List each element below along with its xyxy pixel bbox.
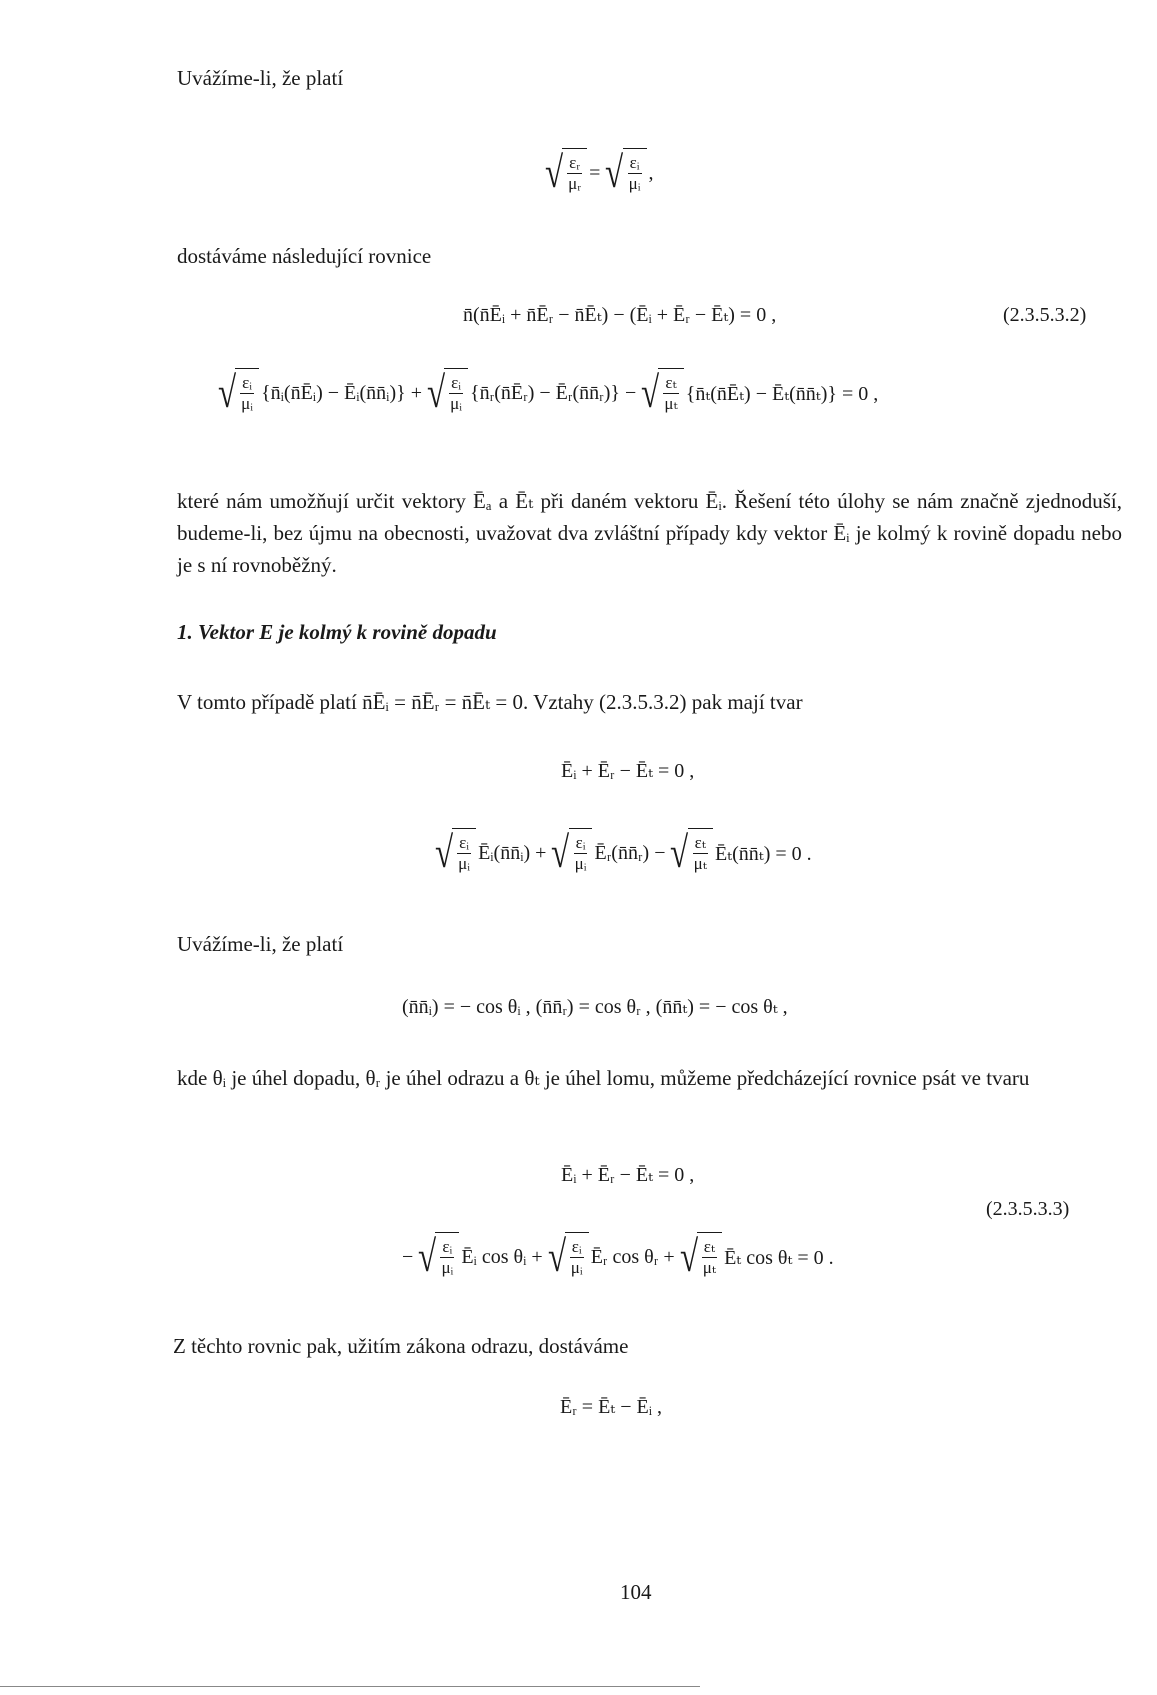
footer-rule: [0, 1686, 700, 1687]
equation-1: √ $\frac{\text{εᵣ}}{\text{μᵣ}}$ = √ $\frac{\text{εᵢ}}{\text{μᵢ}}$ ,: [540, 148, 654, 198]
equation-number-2: (2.3.5.3.2): [1003, 304, 1087, 326]
paragraph-4: V tomto případě platí n̄Ēᵢ = n̄Ēᵣ = n̄Ēₜ = 0. Vztahy (2.3.5.3.2) pak mají tvar: [177, 690, 803, 714]
equation-2a: n̄(n̄Ēᵢ + n̄Ēᵣ − n̄Ēₜ) − (Ēᵢ + Ēᵣ − Ēₜ) = 0 ,: [463, 304, 777, 326]
sqrt-i: √ $\frac{\text{εᵢ}}{\text{μᵢ}}$: [602, 148, 646, 198]
paragraph-3: které nám umožňují určit vektory Ēₐ a Ēₜ při daném vektoru Ēᵢ. Řešení této úlohy se nám značně zjednoduší, budeme-li, bez újmu na obecnosti, uvažovat dva zvláštní případy kdy vektor Ēᵢ je kolmý k rovině dopadu nebo je s ní rovnoběžný.: [177, 489, 1122, 577]
paragraph-1: Uvážíme-li, že platí: [177, 66, 344, 90]
equation-2b: √ $\frac{\text{εᵢ}}{\text{μᵢ}}$ {n̄ᵢ(n̄Ēᵢ) − Ēᵢ(n̄n̄ᵢ)} + √ $\frac{\text{εᵢ}}{\text{μᵢ}}$ {n̄ᵣ(n̄Ēᵣ) − Ēᵣ(n̄n̄ᵣ)} − √ $\frac{\text{εₜ}}{\text{μₜ}}$ {n̄ₜ(n̄Ēₜ) − Ēₜ(n̄n̄ₜ)} = 0 ,: [218, 368, 879, 417]
paragraph-7: Z těchto rovnic pak, užitím zákona odrazu, dostáváme: [173, 1334, 629, 1358]
equation-6: Ēᵢ + Ēᵣ − Ēₜ = 0 ,: [561, 1164, 695, 1186]
paragraph-5: Uvážíme-li, že platí: [177, 932, 344, 956]
equation-5: (n̄n̄ᵢ) = − cos θᵢ , (n̄n̄ᵣ) = cos θᵣ , (n̄n̄ₜ) = − cos θₜ ,: [402, 996, 788, 1018]
paragraph-2: dostáváme následující rovnice: [177, 244, 432, 268]
section-heading-1: 1. Vektor E je kolmý k rovině dopadu: [177, 620, 497, 644]
equation-4: √ $\frac{\text{εᵢ}}{\text{μᵢ}}$ Ēᵢ(n̄n̄ᵢ) + √ $\frac{\text{εᵢ}}{\text{μᵢ}}$ Ēᵣ(n̄n̄ᵣ) − √ $\frac{\text{εₜ}}{\text{μₜ}}$ Ēₜ(n̄n̄ₜ) = 0 .: [435, 828, 812, 877]
equation-number-3: (2.3.5.3.3): [986, 1198, 1070, 1220]
equation-7: − √ $\frac{\text{εᵢ}}{\text{μᵢ}}$ Ēᵢ cos θᵢ + √ $\frac{\text{εᵢ}}{\text{μᵢ}}$ Ēᵣ cos θᵣ + √ $\frac{\text{εₜ}}{\text{μₜ}}$ Ēₜ cos θₜ = 0 .: [402, 1232, 834, 1281]
paragraph-6: kde θᵢ je úhel dopadu, θᵣ je úhel odrazu a θₜ je úhel lomu, můžeme předcházející rovnice psát ve tvaru: [177, 1066, 1030, 1090]
sqrt-r: √ $\frac{\text{εᵣ}}{\text{μᵣ}}$: [542, 148, 587, 198]
page-number: 104: [620, 1580, 652, 1604]
equation-8: Ēᵣ = Ēₜ − Ēᵢ ,: [560, 1396, 663, 1418]
equation-3: Ēᵢ + Ēᵣ − Ēₜ = 0 ,: [561, 760, 695, 782]
